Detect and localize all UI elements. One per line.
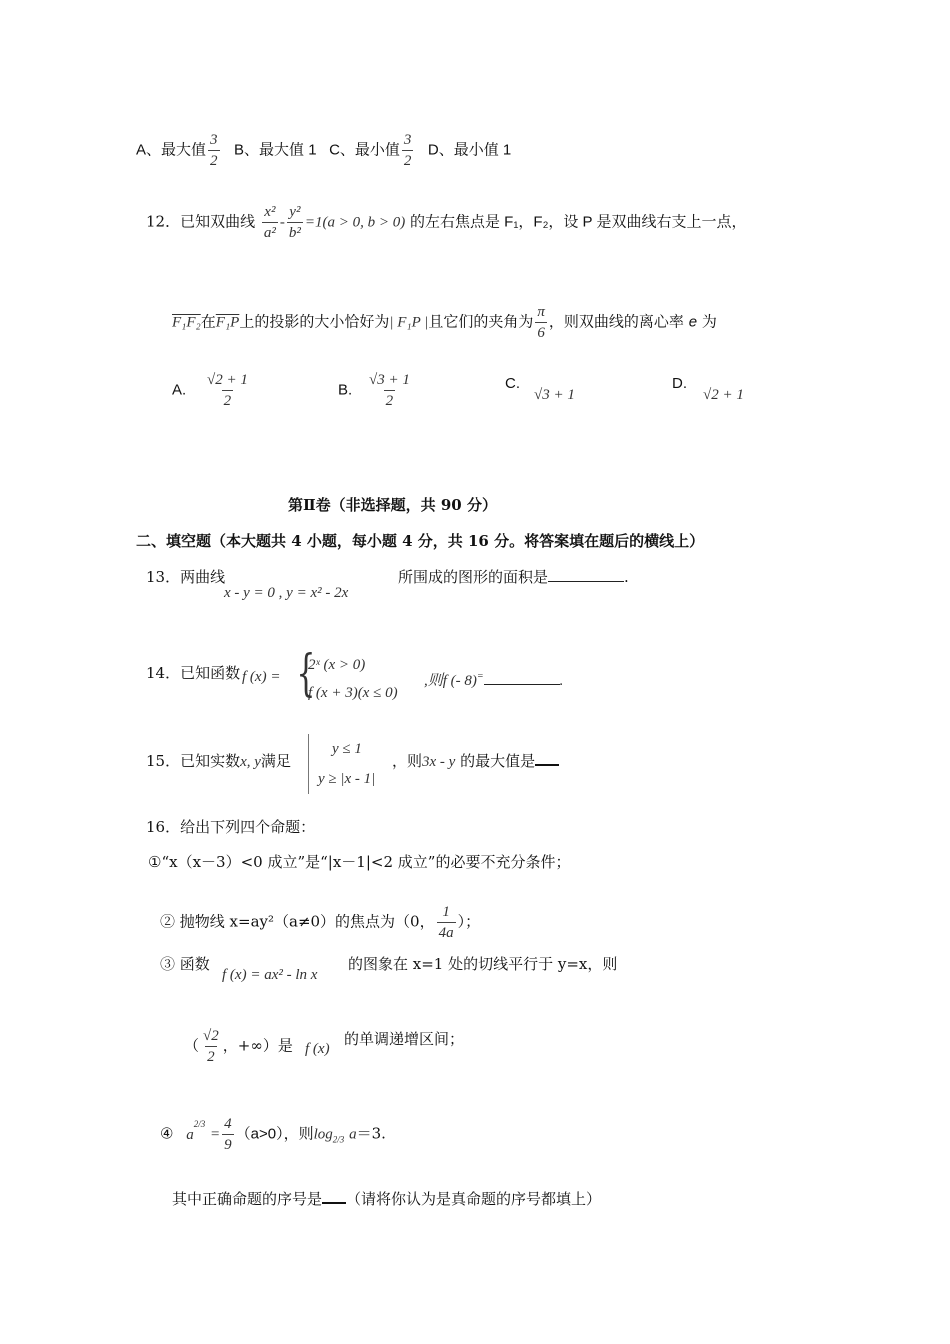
section2-heading: 二、填空题（本大题共 4 小题，每小题 4 分，共 16 分。将答案填在题后的横线上） bbox=[136, 532, 705, 550]
q15-answer-blank[interactable] bbox=[535, 764, 559, 766]
q12-option-d-value: √2 + 1 bbox=[703, 387, 744, 403]
q11-options bbox=[136, 130, 511, 171]
q16-proposition-3-interval: （ $\frac{√2}{2}$ ，+∞）是 bbox=[184, 1028, 293, 1065]
q14-prefix: 14．已知函数 bbox=[146, 664, 241, 682]
q11-option-b: B、最大值 1 bbox=[234, 141, 317, 159]
q15-case2: y ≥ |x - 1| bbox=[318, 771, 376, 787]
part2-title: 第Ⅱ卷（非选择题，共 90 分） bbox=[288, 496, 497, 514]
q16-answer-line: 其中正确命题的序号是 （请将你认为是真命题的序号都填上） bbox=[172, 1190, 602, 1208]
q16-proposition-4: ④ $a^{2/3}$ = $\frac{4}{9}$ （a>0），则$\log_{2/3} a=3$. bbox=[160, 1116, 386, 1153]
q12-stem: 12．已知双曲线 $\frac{\text{x²}}{\text{a²}}$ - $\frac{\text{y²}}{\text{b²}}$ =1(a > 0, b > 0) 的左右焦点是 F₁，F₂，设 P 是双曲线右支上一点， bbox=[146, 204, 747, 241]
q13: 13．两曲线 bbox=[146, 568, 226, 586]
q14-case2: f (x + 3)(x ≤ 0) bbox=[308, 685, 398, 701]
q16-proposition-1: ①“x（x－3）<0 成立”是“|x－1|<2 成立”的必要不充分条件； bbox=[148, 853, 571, 871]
q13-answer-blank[interactable] bbox=[548, 581, 624, 582]
q14-then: ,则f (- 8)= . bbox=[424, 671, 564, 689]
q16-proposition-3-math: f (x) = ax² - ln x bbox=[222, 967, 318, 983]
q14-answer-blank[interactable] bbox=[484, 684, 560, 685]
q12-option-d: D. bbox=[672, 375, 687, 392]
q15-tail: ，则3x - y 的最大值是 bbox=[392, 752, 559, 771]
q16-prefix: 16．给出下列四个命题： bbox=[146, 818, 316, 836]
q12-y-fraction: $\frac{\text{y²}}{\text{b²}}$ bbox=[288, 204, 301, 241]
q12-option-a: A. $\frac{√2 + 1}{2}$ bbox=[172, 372, 248, 409]
q12-option-c: C. bbox=[505, 375, 520, 392]
q14-fx: f (x) = bbox=[242, 669, 281, 685]
q14-brace: { bbox=[296, 644, 316, 702]
q11-option-c: C、最小值 bbox=[329, 141, 400, 159]
q12-option-c-value: √3 + 1 bbox=[534, 387, 575, 403]
q15-prefix: 15．已知实数x, y满足 bbox=[146, 752, 291, 770]
q11-option-d: D、最小值 1 bbox=[427, 141, 512, 159]
q12-angle-fraction: $\frac{\pi}{6}$ bbox=[537, 304, 545, 341]
q15-case1: y ≤ 1 bbox=[332, 741, 362, 757]
q12-option-b: B. $\frac{√3 + 1}{2}$ bbox=[338, 372, 410, 409]
q11-option-a-fraction: $\frac{3}{2}$ bbox=[210, 132, 218, 169]
q11-option-c-fraction: $\frac{3}{2}$ bbox=[403, 132, 412, 169]
q15-system-bracket bbox=[308, 734, 309, 794]
q16-proposition-2: ② 抛物线 x=ay²（a≠0）的焦点为（0， $\frac{1}{4a}$ ）； bbox=[160, 904, 481, 941]
q13-tail: 所围成的图形的面积是 . bbox=[398, 568, 629, 586]
q13-math: x - y = 0 , y = x² - 2x bbox=[224, 585, 349, 601]
q16-answer-blank[interactable] bbox=[322, 1202, 346, 1204]
q14-case1: 2ˣ (x > 0) bbox=[308, 657, 366, 673]
q16-proposition-3: ③ 函数 bbox=[160, 955, 210, 973]
q12-line2: F₁F₂在F₁P上的投影的大小恰好为| F₁P |且它们的夹角为 $\frac{\pi}{6}$ ，则双曲线的离心率 e 为 bbox=[172, 304, 717, 341]
q16-proposition-3-tail: 的图象在 x=1 处的切线平行于 y=x，则 bbox=[348, 955, 618, 973]
q12-x-fraction: $\frac{\text{x²}}{\text{a²}}$ bbox=[263, 204, 276, 241]
q16-proposition-3-end: 的单调递增区间； bbox=[344, 1030, 465, 1048]
q11-option-a: A、最大值 bbox=[136, 141, 207, 159]
q16-proposition-3-f: f (x) bbox=[305, 1041, 330, 1057]
